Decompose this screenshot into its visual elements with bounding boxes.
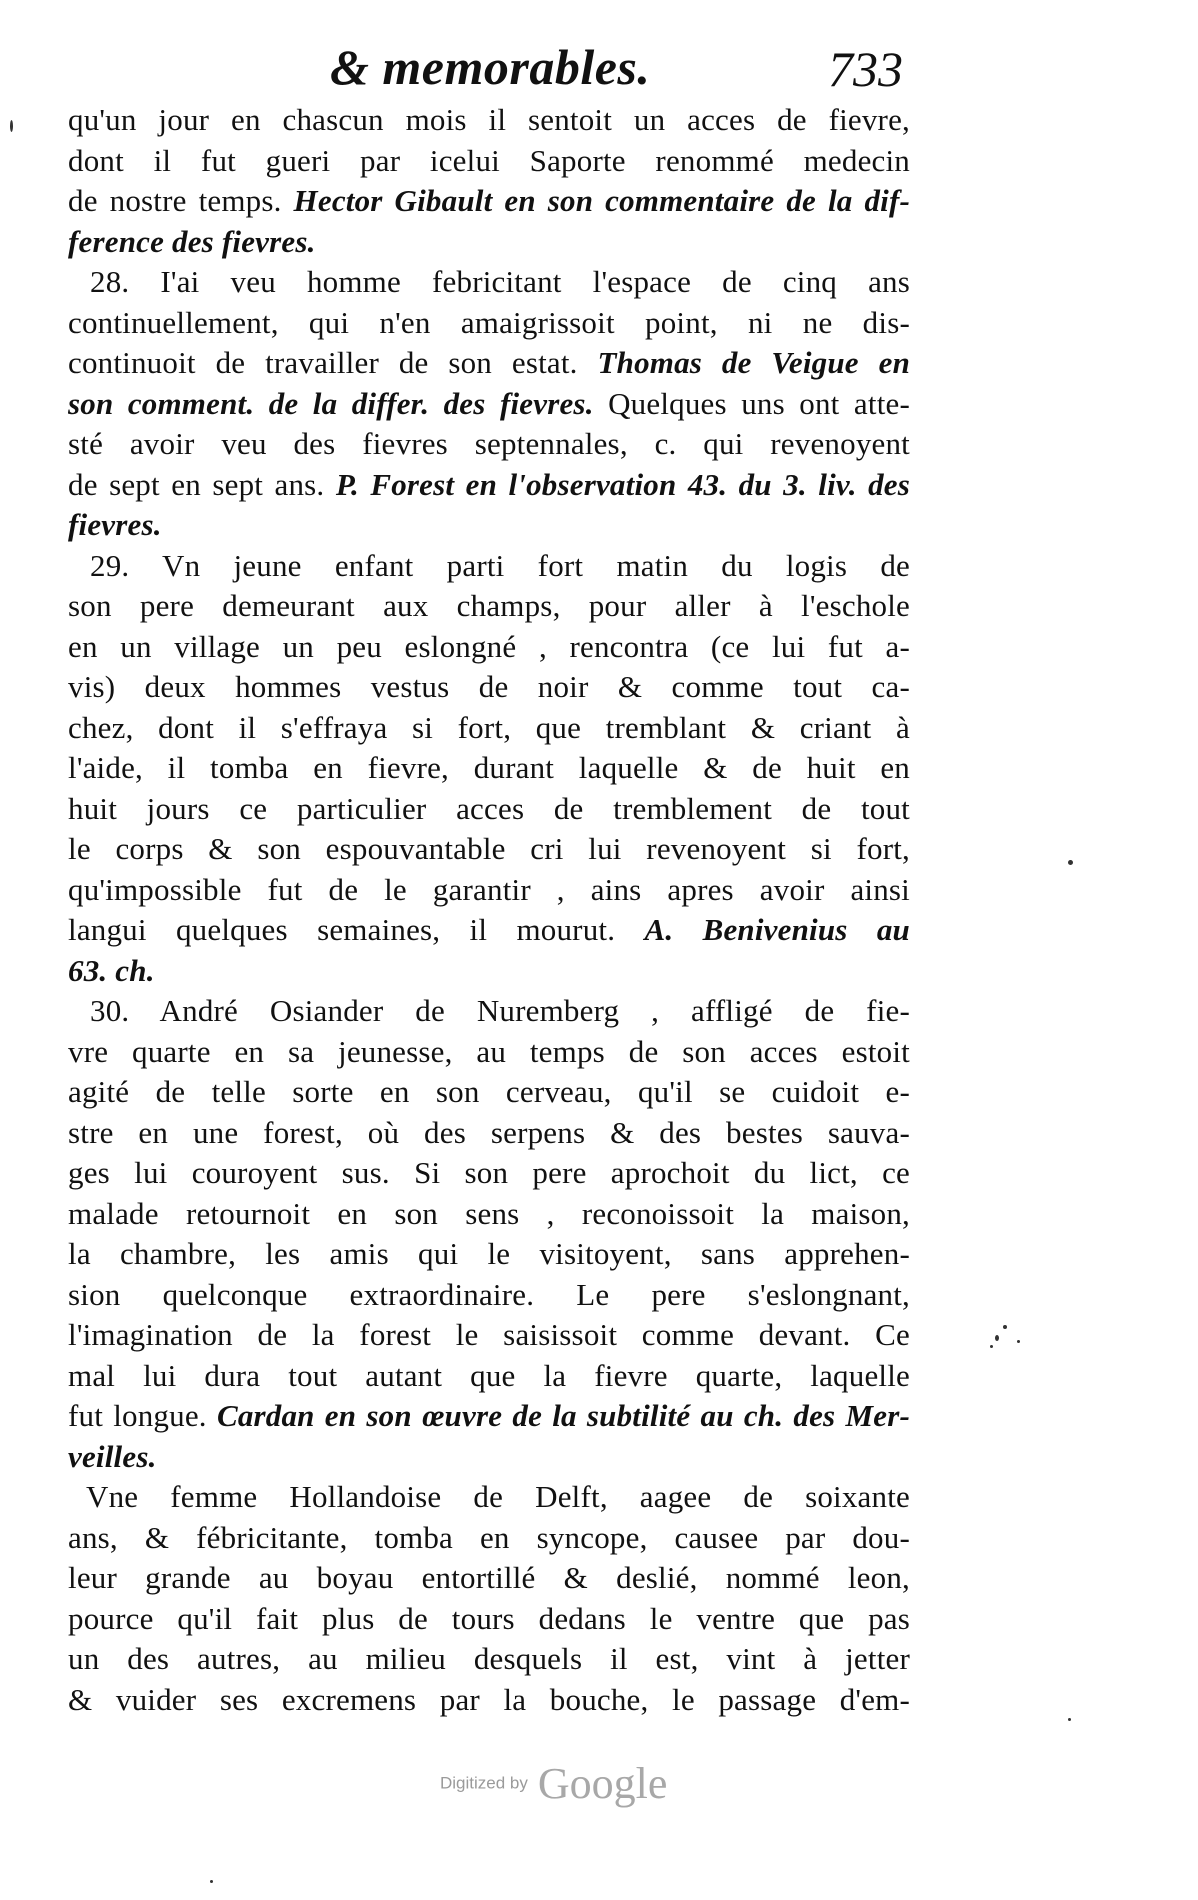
line-text: continuellement, qui n'en amaigrissoit point, ni ne dis- xyxy=(68,304,910,340)
text-line xyxy=(68,910,910,951)
text-line xyxy=(68,1194,910,1235)
text-line xyxy=(68,100,910,141)
scan-speck xyxy=(1017,1340,1020,1343)
line-text: dont il fut gueri par icelui Saporte renommé medecin xyxy=(68,142,910,178)
scan-speck xyxy=(990,1345,993,1348)
line-text: qu'impossible fut de le garantir , ains apres avoir ainsi xyxy=(68,871,910,907)
text-line xyxy=(68,951,910,992)
line-text: leur grande au boyau entortillé & deslié, nommé leon, xyxy=(68,1560,910,1595)
text-line xyxy=(68,1477,910,1518)
line-text: son pere demeurant aux champs, pour aller à l'eschole xyxy=(68,588,910,623)
line-text: qu'un jour en chascun mois il sentoit un acces de fievre, xyxy=(68,102,910,137)
line-text: fut longue. xyxy=(68,1398,217,1433)
line-text: de nostre temps. xyxy=(68,183,294,218)
line-text: & vuider ses excremens par la bouche, le passage d'em- xyxy=(68,1681,910,1717)
line-text: malade retournoit en son sens , reconoissoit la maison, xyxy=(68,1195,910,1231)
text-line xyxy=(68,1032,910,1073)
text-line xyxy=(68,1639,910,1680)
text-line xyxy=(68,1113,910,1154)
line-text: le corps & son espouvantable cri lui revenoyent si fort, xyxy=(68,831,910,866)
line-text: 29. Vn jeune enfant parti fort matin du logis de xyxy=(90,547,910,583)
line-text: en un village un peu eslongné , rencontra (ce lui fut a- xyxy=(68,628,910,664)
citation-text: fievres. xyxy=(68,507,162,542)
page-header xyxy=(0,38,1198,108)
citation-text: ference des fievres. xyxy=(68,223,316,259)
text-line xyxy=(68,465,910,506)
citation-text: A. Benivenius au xyxy=(644,912,910,947)
text-line xyxy=(68,141,910,182)
scan-speck xyxy=(1068,860,1073,865)
line-text: chez, dont il s'effraya si fort, que tremblant & criant à xyxy=(68,709,910,745)
line-text: sion quelconque extraordinaire. Le pere s'eslongnant, xyxy=(68,1276,910,1312)
citation-text: veilles. xyxy=(68,1438,157,1474)
line-text: un des autres, au milieu desquels il est, vint à jetter xyxy=(68,1641,910,1676)
scan-speck xyxy=(210,1880,213,1883)
line-text: continuoit de travailler de son estat. xyxy=(68,345,598,380)
text-line xyxy=(68,424,910,465)
text-line xyxy=(68,708,910,749)
text-line xyxy=(68,384,910,425)
text-line xyxy=(68,870,910,911)
citation-text: Cardan en son œuvre de la subtilité au ch. des Mer- xyxy=(216,1398,910,1433)
text-line xyxy=(68,1680,910,1721)
line-text: 28. I'ai veu homme febricitant l'espace de cinq ans xyxy=(90,264,910,299)
text-line xyxy=(68,1072,910,1113)
line-text: ans, & fébricitante, tomba en syncope, causee par dou- xyxy=(68,1519,910,1555)
line-text: langui quelques semaines, il mourut. xyxy=(68,912,645,947)
text-line xyxy=(68,829,910,870)
line-text: la chambre, les amis qui le visitoyent, sans apprehen- xyxy=(68,1236,910,1271)
text-line xyxy=(68,1234,910,1275)
citation-text: 63. ch. xyxy=(68,952,155,988)
line-text: ges lui couroyent sus. Si son pere aprochoit du lict, ce xyxy=(68,1155,910,1190)
line-text: 30. André Osiander de Nuremberg , affligé de fie- xyxy=(90,993,910,1028)
text-line xyxy=(68,262,910,303)
text-line xyxy=(68,181,910,222)
line-text: Vne femme Hollandoise de Delft, aagee de soixante xyxy=(86,1479,910,1514)
text-line xyxy=(68,1599,910,1640)
scan-speck xyxy=(995,1335,999,1341)
line-text: mal lui dura tout autant que la fievre quarte, laquelle xyxy=(68,1357,910,1393)
text-line xyxy=(68,586,910,627)
text-line xyxy=(68,1153,910,1194)
line-text: de sept en sept ans. xyxy=(68,466,336,502)
text-line xyxy=(68,343,910,384)
text-line xyxy=(68,1518,910,1559)
line-text: pource qu'il fait plus de tours dedans le ventre que pas xyxy=(68,1600,910,1636)
page-number: 733 xyxy=(828,41,903,97)
text-line xyxy=(68,1437,910,1478)
citation-text: Hector Gibault en son commentaire de la dif- xyxy=(293,183,910,218)
text-line xyxy=(68,789,910,830)
text-line xyxy=(68,1558,910,1599)
text-line xyxy=(68,303,910,344)
line-text: vis) deux hommes vestus de noir & comme tout ca- xyxy=(68,669,910,704)
scan-speck xyxy=(1068,1718,1071,1721)
line-text: stre en une forest, où des serpens & des bestes sauva- xyxy=(68,1114,910,1150)
google-logo: Google xyxy=(537,1759,668,1808)
line-text: agité de telle sorte en son cerveau, qu'il se cuidoit e- xyxy=(68,1074,910,1109)
text-line xyxy=(68,748,910,789)
text-line xyxy=(68,1275,910,1316)
text-line xyxy=(68,505,910,546)
line-text: vre quarte en sa jeunesse, au temps de son acces estoit xyxy=(68,1033,910,1069)
text-line xyxy=(68,667,910,708)
text-line xyxy=(68,1396,910,1437)
citation-text: Thomas de Veigue en xyxy=(597,345,910,380)
line-text: l'aide, il tomba en fievre, durant laquelle & de huit en xyxy=(68,750,910,785)
scan-speck xyxy=(1003,1325,1007,1329)
line-text: l'imagination de la forest le saisissoit comme devant. Ce xyxy=(68,1317,910,1352)
text-line xyxy=(68,1315,910,1356)
scan-speck xyxy=(10,120,13,132)
digitized-by-label: Digitized by xyxy=(440,1773,528,1793)
text-line xyxy=(68,991,910,1032)
citation-text: son comment. de la differ. des fievres. xyxy=(68,385,594,421)
text-line xyxy=(68,222,910,263)
citation-text: P. Forest en l'observation 43. du 3. liv. des xyxy=(335,466,910,502)
line-text: huit jours ce particulier acces de tremblement de tout xyxy=(68,790,910,826)
body-text xyxy=(68,100,910,1720)
text-line xyxy=(68,546,910,587)
line-text: sté avoir veu des fievres septennales, c. qui revenoyent xyxy=(68,426,910,461)
text-line xyxy=(68,1356,910,1397)
digitization-footer xyxy=(440,1758,667,1808)
line-text: Quelques uns ont atte- xyxy=(593,385,910,421)
text-line xyxy=(68,627,910,668)
running-title: & memorables. xyxy=(330,39,651,95)
